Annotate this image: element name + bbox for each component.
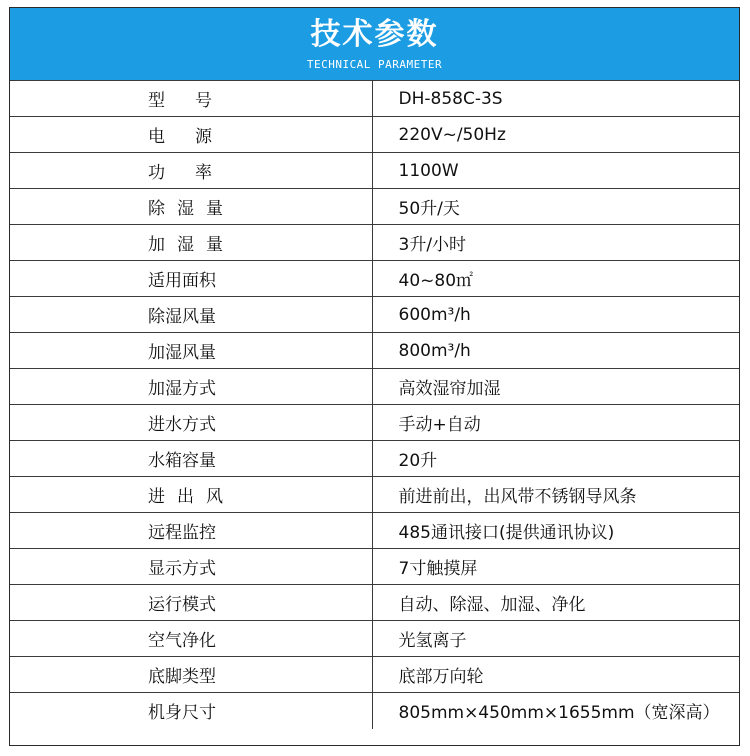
table-row <box>10 621 739 657</box>
spec-label-model: 型号 <box>10 81 372 117</box>
spec-label-humidify-airflow: 加湿风量 <box>10 333 372 369</box>
spec-label-run-modes: 运行模式 <box>10 585 372 621</box>
spec-value-display: 7寸触摸屏 <box>372 549 739 585</box>
table-row <box>10 441 739 477</box>
spec-label-base-type: 底脚类型 <box>10 657 372 693</box>
table-row <box>10 585 739 621</box>
table-row <box>10 225 739 261</box>
spec-value-dimensions: 805mm×450mm×1655mm（宽深高） <box>372 693 739 729</box>
spec-value-run-modes: 自动、除湿、加湿、净化 <box>372 585 739 621</box>
page-subtitle: TECHNICAL PARAMETER <box>306 58 443 71</box>
spec-label-air-purification: 空气净化 <box>10 621 372 657</box>
spec-label-remote-monitoring: 远程监控 <box>10 513 372 549</box>
spec-label-tank-capacity: 水箱容量 <box>10 441 372 477</box>
table-row <box>10 189 739 225</box>
spec-value-humidify-capacity: 3升/小时 <box>372 225 739 261</box>
table-row <box>10 297 739 333</box>
table-row <box>10 81 739 117</box>
table-row <box>10 117 739 153</box>
spec-value-base-type: 底部万向轮 <box>372 657 739 693</box>
spec-label-humidify-capacity: 加湿量 <box>10 225 372 261</box>
spec-label-dehumidify-airflow: 除湿风量 <box>10 297 372 333</box>
page-title: 技术参数 <box>310 17 439 52</box>
spec-value-airflow-direction: 前进前出，出风带不锈钢导风条 <box>372 477 739 513</box>
spec-label-display: 显示方式 <box>10 549 372 585</box>
spec-label-dehumidify-capacity: 除湿量 <box>10 189 372 225</box>
table-row <box>10 549 739 585</box>
spec-value-area: 40~80㎡ <box>372 261 739 297</box>
spec-value-humidify-airflow: 800m³/h <box>372 333 739 369</box>
spec-label-airflow-direction: 进出风 <box>10 477 372 513</box>
spec-value-model: DH-858C-3S <box>372 81 739 117</box>
spec-value-remote-monitoring: 485通讯接口(提供通讯协议) <box>372 513 739 549</box>
spec-value-power: 1100W <box>372 153 739 189</box>
spec-value-air-purification: 光氢离子 <box>372 621 739 657</box>
table-row <box>10 153 739 189</box>
spec-label-water-inlet: 进水方式 <box>10 405 372 441</box>
table-row <box>10 513 739 549</box>
spec-label-power-supply: 电源 <box>10 117 372 153</box>
spec-label-area: 适用面积 <box>10 261 372 297</box>
table-row <box>10 369 739 405</box>
spec-sheet <box>9 7 740 746</box>
table-row <box>10 657 739 693</box>
spec-table <box>10 80 739 729</box>
spec-value-dehumidify-capacity: 50升/天 <box>372 189 739 225</box>
spec-value-tank-capacity: 20升 <box>372 441 739 477</box>
spec-label-humidify-method: 加湿方式 <box>10 369 372 405</box>
table-row <box>10 333 739 369</box>
spec-label-dimensions: 机身尺寸 <box>10 693 372 729</box>
spec-value-humidify-method: 高效湿帘加湿 <box>372 369 739 405</box>
spec-value-dehumidify-airflow: 600m³/h <box>372 297 739 333</box>
table-row <box>10 261 739 297</box>
table-row <box>10 405 739 441</box>
spec-value-power-supply: 220V~/50Hz <box>372 117 739 153</box>
spec-value-water-inlet: 手动+自动 <box>372 405 739 441</box>
table-row <box>10 693 739 729</box>
spec-label-power: 功率 <box>10 153 372 189</box>
spec-header <box>10 8 739 80</box>
table-row <box>10 477 739 513</box>
